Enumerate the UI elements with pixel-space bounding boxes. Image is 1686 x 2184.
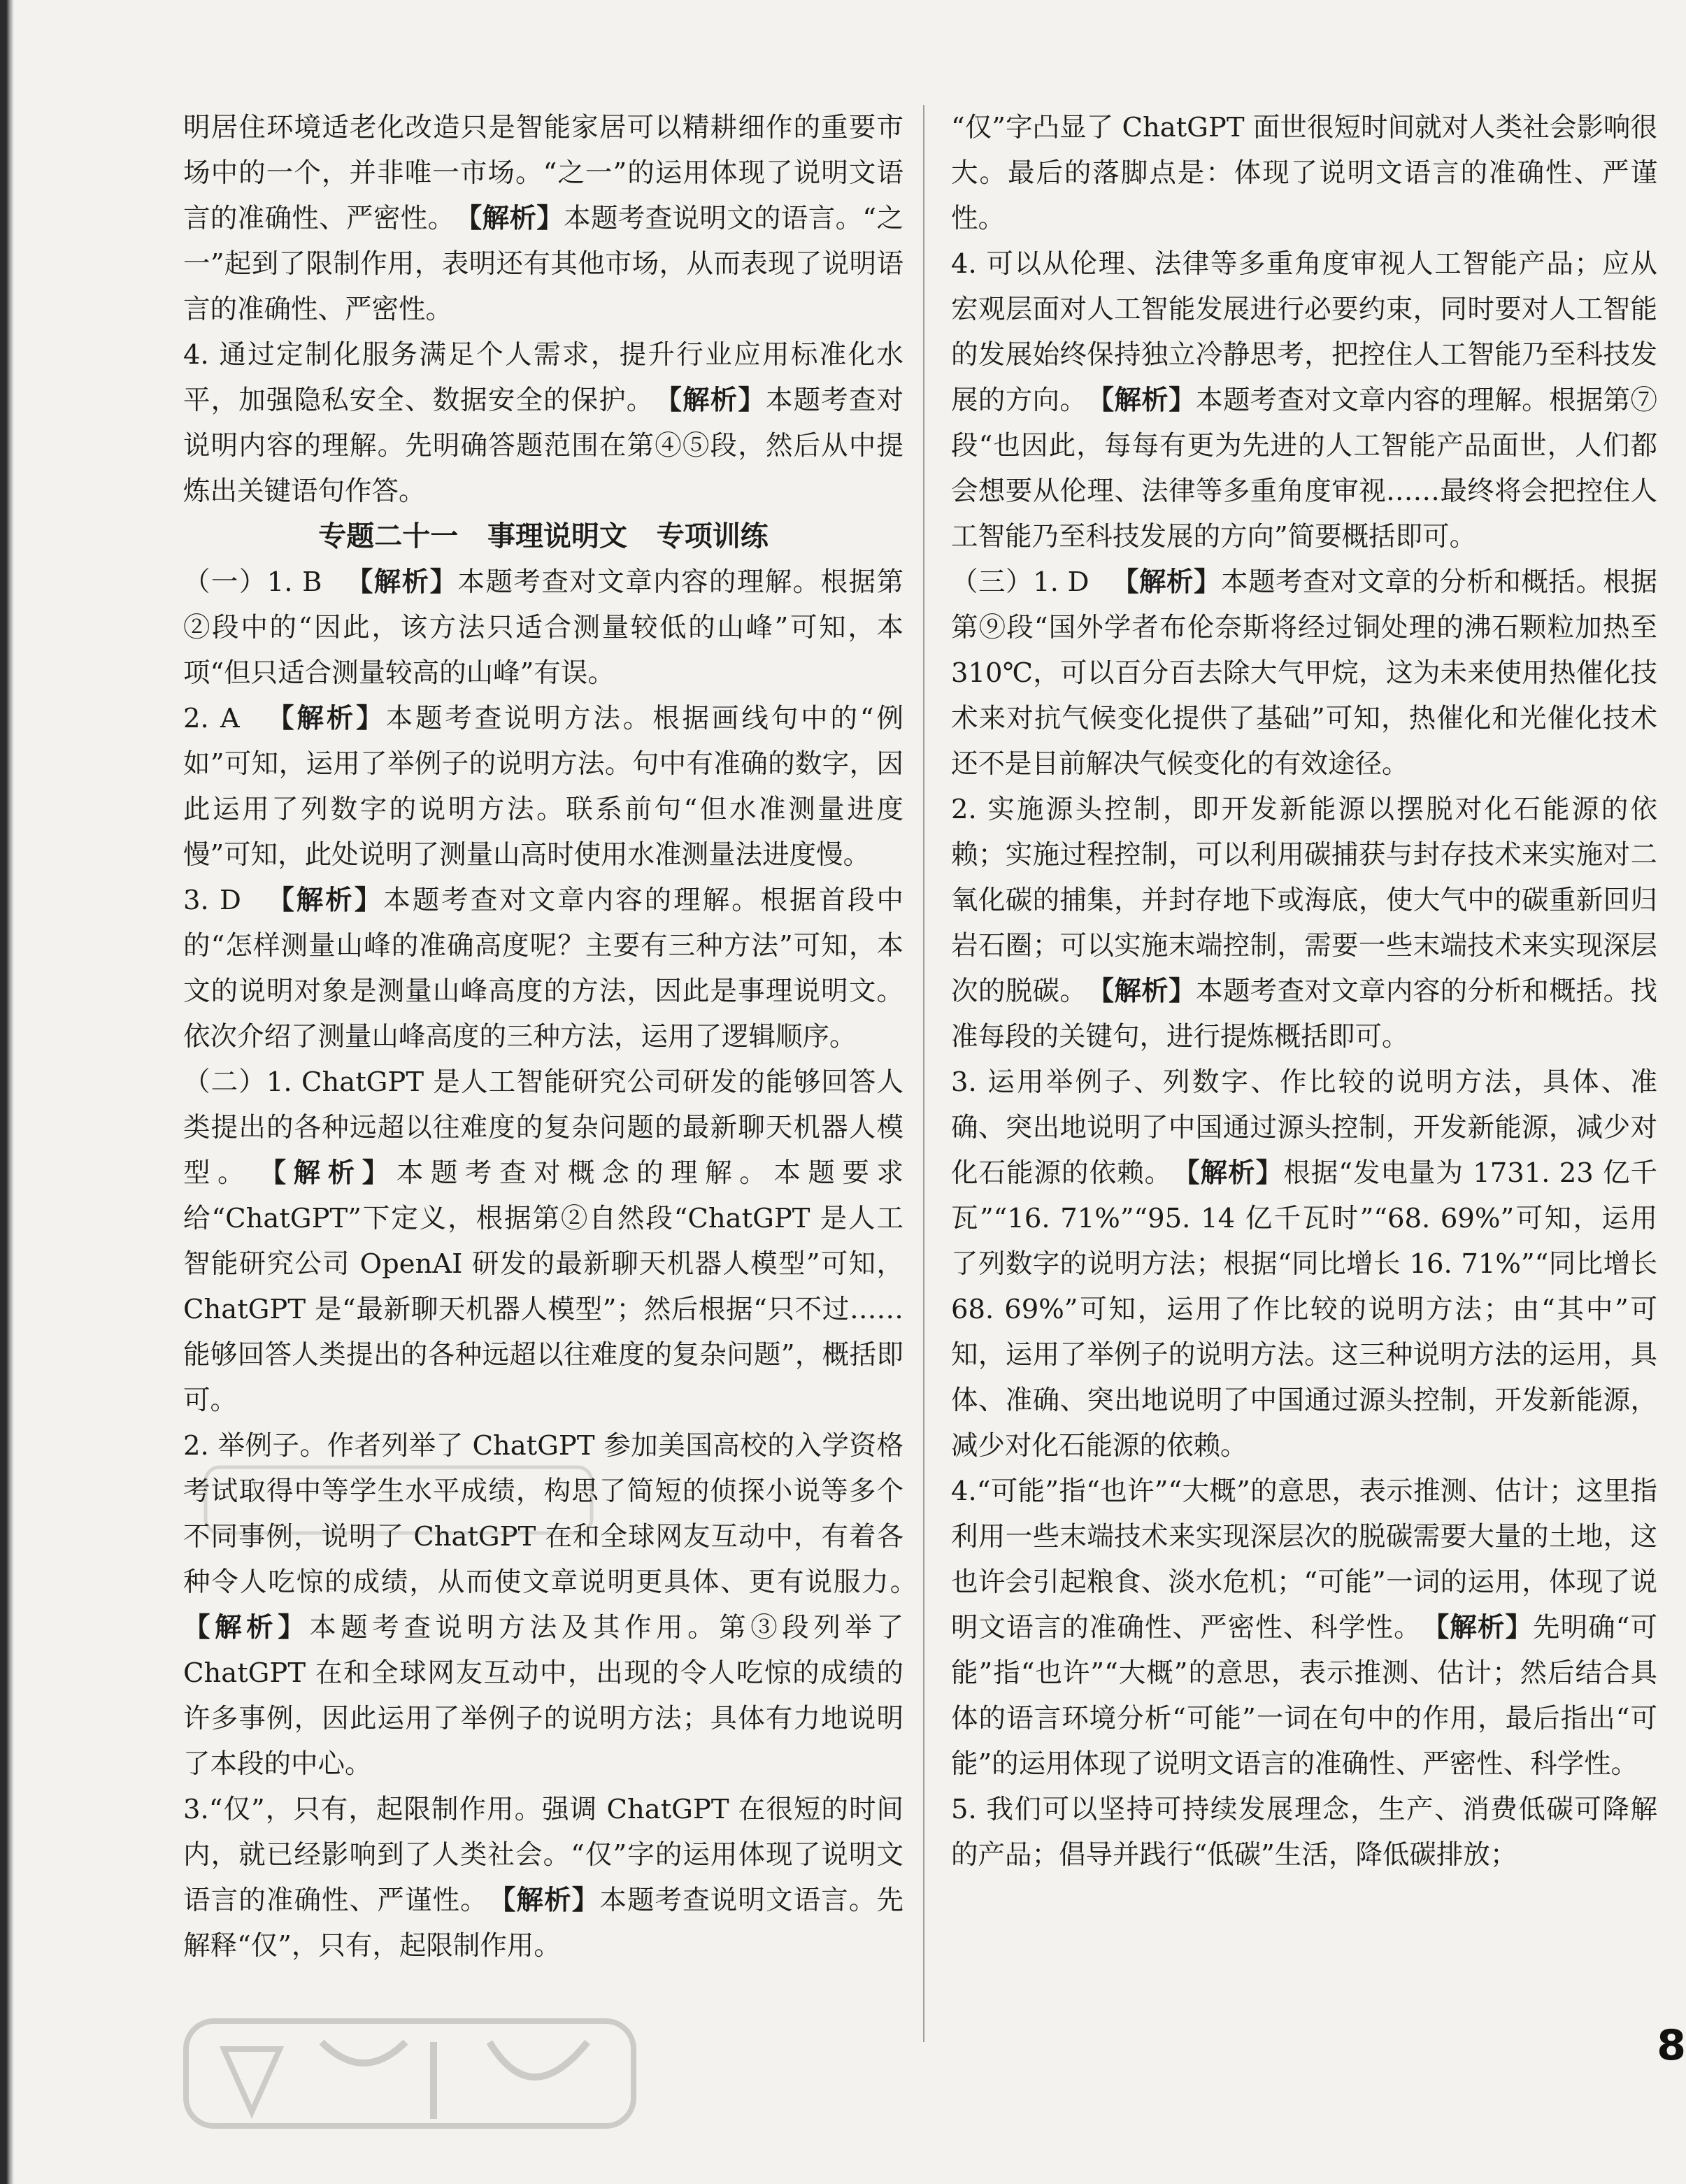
- right-para-4: [951, 787, 1657, 1059]
- analysis-tag: 【解析】: [359, 566, 458, 598]
- para-tail: 本题考查对说明内容的理解。先明确答题范围在第④⑤段，然后从中提炼出关键语句作答。: [183, 385, 903, 507]
- analysis-tag: 【解析】: [1100, 385, 1196, 416]
- para-text: 3. 运用举例子、列数字、作比较的说明方法，具体、准确、突出地说明了中国通过源头控制，开发新能源，减少对化石能源的依赖。: [951, 1066, 1657, 1189]
- watermark-stamp-icon: [203, 1462, 594, 1539]
- analysis-tag: 【解析】: [1186, 1157, 1284, 1189]
- left-column: [183, 105, 903, 1969]
- para-tail: 本题考查对文章内容的理解。根据第②段中的“因此，该方法只适合测量较低的山峰”可知，本项“但只适合测量较高的山峰”有误。: [183, 566, 903, 689]
- left-para-3: [183, 559, 903, 696]
- para-tail: 本题考查对文章内容的理解。根据首段中的“怎样测量山峰的准确高度呢？主要有三种方法”可知，本文的说明对象是测量山峰高度的方法，因此是事理说明文。依次介绍了测量山峰高度的三种方法，运用了逻辑顺序。: [183, 885, 903, 1052]
- para-text: 3.“仅”，只有，起限制作用。强调 ChatGPT 在很短的时间内，就已经影响到了人类社会。“仅”字的运用体现了说明文语言的准确性、严谨性。: [183, 1794, 903, 1916]
- para-text: 3. D: [183, 885, 252, 916]
- left-para-8: [183, 1787, 903, 1969]
- analysis-tag: 【解析】: [280, 703, 386, 734]
- column-divider: [923, 105, 924, 2042]
- right-para-3: [951, 559, 1657, 787]
- para-text: 2. 举例子。作者列举了 ChatGPT 参加美国高校的入学资格考试取得中等学生水平成绩，构思了简短的侦探小说等多个不同事例，说明了 ChatGPT 在和全球网友互动中，有着各种令人吃惊的成绩，从而使文章说明更具体、更有说服力。: [183, 1430, 903, 1598]
- watermark-logo: [182, 2000, 671, 2140]
- right-para-6: [951, 1469, 1657, 1787]
- analysis-tag: 【解析】: [280, 885, 384, 916]
- para-tail: 本题考查说明方法及其作用。第③段列举了 ChatGPT 在和全球网友互动中，出现的令人吃惊的成绩的许多事例，因此运用了举例子的说明方法；具体有力地说明了本段的中心。: [183, 1612, 903, 1780]
- para-text: （一）1. B: [183, 566, 332, 598]
- left-para-4: [183, 696, 903, 878]
- para-text: （二）1. ChatGPT 是人工智能研究公司研发的能够回答人类提出的各种远超以往难度的复杂问题的最新聊天机器人模型。: [183, 1066, 903, 1189]
- para-text: 明居住环境适老化改造只是智能家居可以精耕细作的重要市场中的一个，并非唯一市场。“之一”的运用体现了说明文语言的准确性、严密性。: [183, 112, 903, 234]
- left-para-2: [183, 332, 903, 514]
- analysis-tag: 【解析】: [469, 203, 564, 234]
- right-column: [951, 105, 1657, 1878]
- analysis-tag: 【解析】: [1435, 1612, 1534, 1643]
- para-tail: 本题考查对概念的理解。本题要求给“ChatGPT”下定义，根据第②自然段“ChatGPT 是人工智能研究公司 OpenAI 研发的最新聊天机器人模型”可知，ChatGPT 是“最新聊天机器人模型”；然后根据“只不过……能够回答人类提出的各种远超以往难度的复杂问题”，概括即可。: [183, 1157, 903, 1416]
- para-text: 5. 我们可以坚持可持续发展理念，生产、消费低碳可降解的产品；倡导并践行“低碳”生活，降低碳排放；: [951, 1794, 1657, 1871]
- analysis-tag: 【解析】: [1125, 566, 1222, 598]
- para-text: “仅”字凸显了 ChatGPT 面世很短时间就对人类社会影响很大。最后的落脚点是：体现了说明文语言的准确性、严谨性。: [951, 112, 1657, 234]
- para-tail: 根据“发电量为 1731. 23 亿千瓦”“16. 71%”“95. 14 亿千瓦时”“68. 69%”可知，运用了列数字的说明方法；根据“同比增长 16. 71%”“同比增长 68. 69%”可知，运用了作比较的说明方法；由“其中”可知，运用了举例子的说明方法。这三种说明方法的运用，具体、准确、突出地说明了中国通过源头控制，开发新能源，减少对化石能源的依赖。: [951, 1157, 1657, 1462]
- para-text: 4. 通过定制化服务满足个人需求，提升行业应用标准化水平，加强隐私安全、数据安全的保护。: [183, 339, 903, 416]
- section-heading: 专题二十一 事理说明文 专项训练: [318, 520, 769, 552]
- page-number: 8: [1657, 2021, 1686, 2070]
- analysis-tag: 【解析】: [668, 385, 766, 416]
- right-para-1: [951, 105, 1657, 241]
- analysis-tag: 【解析】: [183, 1612, 310, 1643]
- para-tail: 本题考查对文章的分析和概括。根据第⑨段“国外学者布伦奈斯将经过铜处理的沸石颗粒加热至 310℃，可以百分百去除大气甲烷，这为未来使用热催化技术来对抗气候变化提供了基础”可知，热催化和光催化技术还不是目前解决气候变化的有效途径。: [951, 566, 1657, 780]
- para-tail: 本题考查说明文语言。先解释“仅”，只有，起限制作用。: [183, 1885, 903, 1962]
- page-binding-edge: [0, 0, 14, 2184]
- para-tail: 本题考查对文章内容的分析和概括。找准每段的关键句，进行提炼概括即可。: [951, 976, 1657, 1052]
- para-tail: 本题考查说明方法。根据画线句中的“例如”可知，运用了举例子的说明方法。句中有准确的数字，因此运用了列数字的说明方法。联系前句“但水准测量进度慢”可知，此处说明了测量山高时使用水准测量法进度慢。: [183, 703, 903, 871]
- right-para-7: [951, 1787, 1657, 1878]
- para-text: 2. A: [183, 703, 251, 734]
- para-text: 2. 实施源头控制，即开发新能源以摆脱对化石能源的依赖；实施过程控制，可以利用碳捕获与封存技术来实施对二氧化碳的捕集，并封存地下或海底，使大气中的碳重新回归岩石圈；可以实施末端控制，需要一些末端技术来实现深层次的脱碳。: [951, 794, 1657, 1007]
- right-para-5: [951, 1059, 1657, 1469]
- para-text: （三）1. D: [951, 566, 1099, 598]
- left-para-5: [183, 878, 903, 1059]
- analysis-tag: 【解析】: [1100, 976, 1196, 1007]
- para-tail: 先明确“可能”指“也许”“大概”的意思，表示推测、估计；然后结合具体的语言环境分析“可能”一词在句中的作用，最后指出“可能”的运用体现了说明文语言的准确性、严密性、科学性。: [951, 1612, 1657, 1780]
- analysis-tag: 【解析】: [272, 1157, 397, 1189]
- analysis-tag: 【解析】: [502, 1885, 600, 1916]
- right-para-2: [951, 241, 1657, 559]
- left-para-6: [183, 1059, 903, 1423]
- para-tail: 本题考查说明文的语言。“之一”起到了限制作用，表明还有其他市场，从而表现了说明语言的准确性、严密性。: [183, 203, 903, 325]
- para-tail: 本题考查对文章内容的理解。根据第⑦段“也因此，每每有更为先进的人工智能产品面世，人们都会想要从伦理、法律等多重角度审视……最终将会把控住人工智能乃至科技发展的方向”简要概括即可。: [951, 385, 1657, 552]
- left-para-1: [183, 105, 903, 332]
- para-text: 4. 可以从伦理、法律等多重角度审视人工智能产品；应从宏观层面对人工智能发展进行必要约束，同时要对人工智能的发展始终保持独立冷静思考，把控住人工智能乃至科技发展的方向。: [951, 248, 1657, 416]
- para-text: 4.“可能”指“也许”“大概”的意思，表示推测、估计；这里指利用一些末端技术来实现深层次的脱碳需要大量的土地，这也许会引起粮食、淡水危机；“可能”一词的运用，体现了说明文语言的准确性、严密性、科学性。: [951, 1476, 1657, 1643]
